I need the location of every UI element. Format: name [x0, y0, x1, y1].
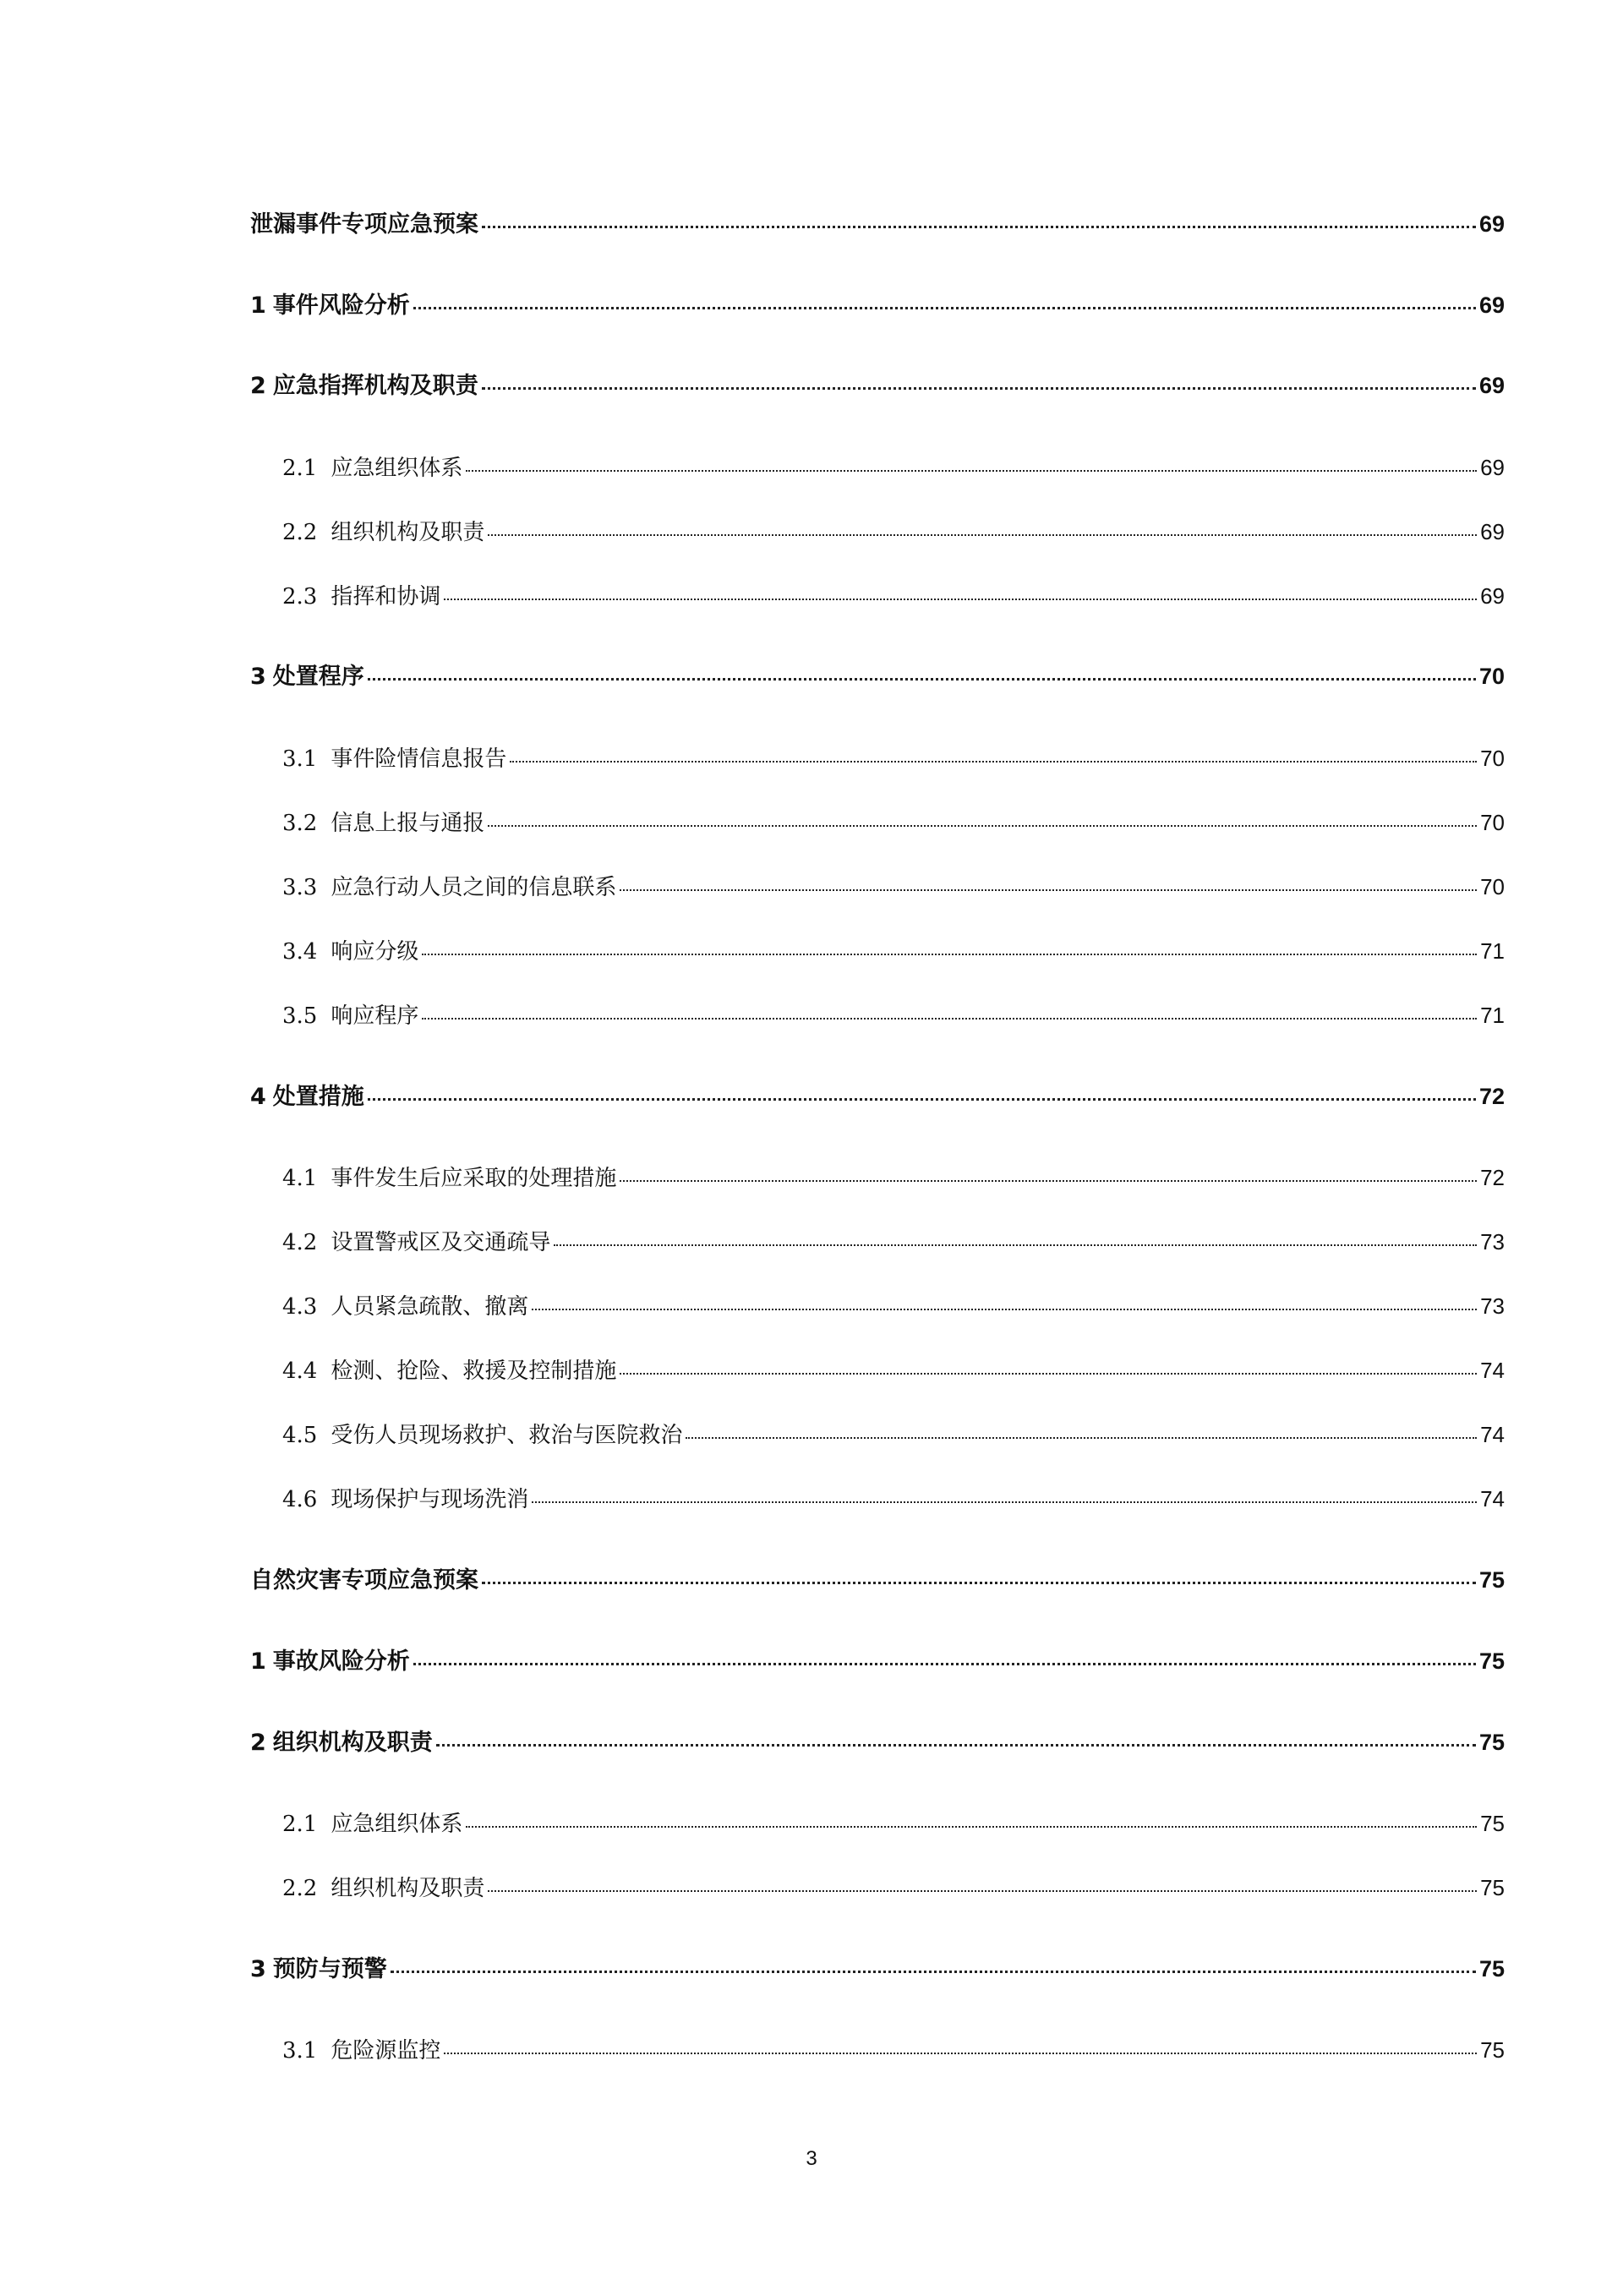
toc-dot-leader [444, 2053, 1477, 2054]
toc-entry-title: 应急组织体系 [331, 1812, 463, 1837]
toc-entry-number: 3.1 [282, 746, 318, 772]
toc-entry-page-number: 69 [1478, 292, 1505, 318]
toc-entry-number: 2.2 [282, 520, 318, 545]
toc-entry-title: 受伤人员现场救护、救治与医院救治 [331, 1423, 683, 1448]
toc-dot-leader [482, 1582, 1476, 1584]
toc-entry-title: 组织机构及职责 [272, 1730, 433, 1756]
toc-entry-title: 事故风险分析 [272, 1648, 410, 1675]
toc-entry-title: 人员紧急疏散、撤离 [331, 1294, 529, 1320]
toc-entry-heading[interactable] [250, 294, 1505, 317]
toc-entry-number: 3.5 [282, 1003, 318, 1029]
toc-entry-title: 事件险情信息报告 [331, 746, 507, 772]
toc-entry-title: 泄漏事件专项应急预案 [250, 211, 478, 238]
toc-entry-page-number: 75 [1478, 1648, 1505, 1674]
toc-entry-title: 事件发生后应采取的处理措施 [331, 1166, 617, 1191]
toc-dot-leader [488, 1890, 1477, 1892]
toc-entry-page-number: 74 [1480, 1358, 1505, 1383]
toc-entry-number: 3 [250, 664, 266, 690]
toc-entry-number: 2 [250, 1730, 266, 1756]
toc-entry-page-number: 71 [1480, 938, 1505, 964]
toc-entry-subheading[interactable] [282, 1004, 1505, 1027]
toc-entry-title: 处置程序 [272, 664, 364, 690]
toc-entry-page-number: 69 [1480, 583, 1505, 609]
toc-entry-subheading[interactable] [282, 2039, 1505, 2062]
toc-entry-heading[interactable] [250, 1650, 1505, 1673]
toc-entry-title: 信息上报与通报 [331, 811, 485, 836]
toc-dot-leader [532, 1309, 1477, 1310]
footer-page-number: 3 [806, 2147, 817, 2170]
toc-entry-number: 4.2 [282, 1230, 318, 1255]
toc-entry-page-number: 73 [1480, 1293, 1505, 1319]
toc-entry-title: 响应分级 [331, 939, 419, 965]
toc-entry-number: 4.4 [282, 1358, 318, 1384]
toc-entry-page-number: 74 [1480, 1486, 1505, 1512]
toc-entry-page-number: 75 [1478, 1730, 1505, 1755]
toc-entry-subheading[interactable] [282, 1812, 1505, 1835]
toc-dot-leader [368, 1098, 1476, 1101]
toc-entry-heading[interactable] [250, 1085, 1505, 1108]
toc-entry-page-number: 72 [1478, 1084, 1505, 1109]
toc-entry-subheading[interactable] [282, 1295, 1505, 1318]
toc-entry-subheading[interactable] [282, 456, 1505, 479]
toc-entry-heading[interactable] [250, 1958, 1505, 1981]
toc-entry-heading[interactable] [250, 1569, 1505, 1592]
toc-dot-leader [436, 1744, 1476, 1747]
toc-entry-title: 应急行动人员之间的信息联系 [331, 875, 617, 900]
toc-entry-page-number: 69 [1480, 455, 1505, 480]
toc-entry-title: 应急指挥机构及职责 [272, 373, 478, 399]
toc-entry-page-number: 69 [1478, 373, 1505, 398]
toc-dot-leader [391, 1971, 1476, 1973]
toc-entry-page-number: 71 [1480, 1003, 1505, 1028]
toc-entry-number: 2.2 [282, 1876, 318, 1901]
toc-entry-number: 4.5 [282, 1423, 318, 1448]
toc-dot-leader [554, 1244, 1477, 1246]
toc-entry-number: 4.3 [282, 1294, 318, 1320]
toc-entry-page-number: 70 [1480, 874, 1505, 899]
toc-dot-leader [510, 761, 1477, 763]
toc-entry-number: 3 [250, 1956, 266, 1982]
toc-entry-number: 2.3 [282, 584, 318, 610]
toc-entry-heading[interactable] [250, 213, 1505, 236]
toc-dot-leader [413, 307, 1476, 309]
toc-entry-title: 组织机构及职责 [331, 520, 485, 545]
toc-entry-subheading[interactable] [282, 940, 1505, 963]
toc-entry-page-number: 75 [1478, 1567, 1505, 1593]
toc-entry-title: 自然灾害专项应急预案 [250, 1567, 478, 1594]
toc-entry-number: 3.3 [282, 875, 318, 900]
toc-entry-number: 2.1 [282, 1812, 318, 1837]
toc-dot-leader [620, 1180, 1477, 1182]
toc-dot-leader [368, 678, 1476, 681]
toc-entry-number: 1 [250, 1648, 266, 1675]
toc-entry-title: 响应程序 [331, 1003, 419, 1029]
toc-dot-leader [466, 470, 1477, 472]
toc-entry-subheading[interactable] [282, 1488, 1505, 1511]
toc-entry-number: 2.1 [282, 456, 318, 481]
toc-entry-page-number: 75 [1480, 1811, 1505, 1836]
toc-entry-page-number: 75 [1480, 2037, 1505, 2063]
toc-entry-page-number: 72 [1480, 1165, 1505, 1190]
toc-entry-heading[interactable] [250, 374, 1505, 397]
toc-entry-title: 指挥和协调 [331, 584, 441, 610]
toc-entry-number: 4.1 [282, 1166, 318, 1191]
toc-entry-title: 现场保护与现场洗消 [331, 1487, 529, 1512]
toc-entry-subheading[interactable] [282, 521, 1505, 544]
toc-entry-number: 2 [250, 373, 266, 399]
toc-entry-heading[interactable] [250, 665, 1505, 688]
toc-entry-subheading[interactable] [282, 1877, 1505, 1900]
toc-dot-leader [482, 226, 1476, 228]
toc-dot-leader [488, 534, 1477, 536]
toc-entry-number: 4.6 [282, 1487, 318, 1512]
toc-entry-page-number: 73 [1480, 1229, 1505, 1255]
toc-entry-heading[interactable] [250, 1731, 1505, 1754]
toc-entry-title: 设置警戒区及交通疏导 [331, 1230, 551, 1255]
toc-entry-page-number: 70 [1480, 746, 1505, 771]
toc-dot-leader [466, 1826, 1477, 1828]
toc-entry-page-number: 70 [1478, 664, 1505, 689]
toc-entry-page-number: 69 [1478, 211, 1505, 237]
toc-dot-leader [422, 954, 1477, 955]
toc-entry-page-number: 74 [1480, 1422, 1505, 1447]
toc-entry-title: 检测、抢险、救援及控制措施 [331, 1358, 617, 1384]
toc-entry-title: 危险源监控 [331, 2038, 441, 2064]
toc-dot-leader [686, 1437, 1477, 1439]
toc-dot-leader [422, 1018, 1477, 1020]
toc-entry-subheading[interactable] [282, 812, 1505, 834]
toc-entry-title: 组织机构及职责 [331, 1876, 485, 1901]
toc-dot-leader [620, 1373, 1477, 1375]
toc-dot-leader [620, 889, 1477, 891]
toc-entry-number: 1 [250, 292, 266, 319]
toc-entry-number: 3.4 [282, 939, 318, 965]
toc-entry-number: 3.2 [282, 811, 318, 836]
toc-entry-page-number: 75 [1478, 1956, 1505, 1982]
toc-entry-subheading[interactable] [282, 747, 1505, 770]
toc-entry-page-number: 70 [1480, 810, 1505, 835]
toc-entry-title: 应急组织体系 [331, 456, 463, 481]
toc-entry-subheading[interactable] [282, 585, 1505, 608]
toc-entry-title: 预防与预警 [272, 1956, 387, 1982]
toc-entry-title: 事件风险分析 [272, 292, 410, 319]
toc-entry-subheading[interactable] [282, 876, 1505, 899]
toc-dot-leader [413, 1663, 1476, 1665]
toc-dot-leader [444, 599, 1477, 600]
toc-entry-subheading[interactable] [282, 1359, 1505, 1382]
toc-entry-title: 处置措施 [272, 1084, 364, 1110]
toc-entry-number: 3.1 [282, 2038, 318, 2064]
toc-dot-leader [482, 387, 1476, 390]
toc-dot-leader [488, 825, 1477, 827]
toc-entry-page-number: 75 [1480, 1875, 1505, 1900]
toc-entry-page-number: 69 [1480, 519, 1505, 544]
toc-entry-number: 4 [250, 1084, 266, 1110]
toc-entry-subheading[interactable] [282, 1231, 1505, 1254]
toc-entry-subheading[interactable] [282, 1424, 1505, 1446]
toc-dot-leader [532, 1501, 1477, 1503]
toc-entry-subheading[interactable] [282, 1167, 1505, 1189]
